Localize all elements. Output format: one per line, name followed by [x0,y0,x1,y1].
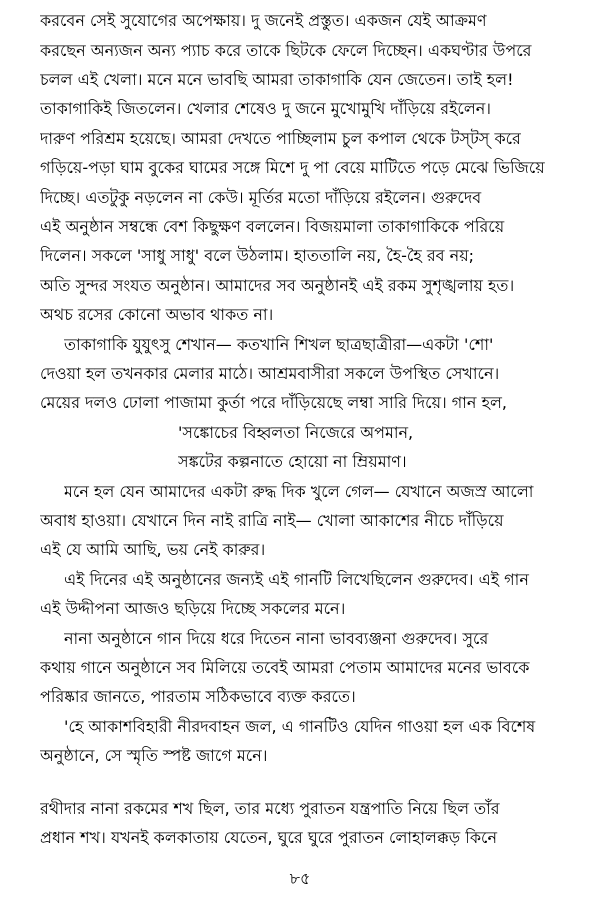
text-line: মেয়ের দলও ঢোলা পাজামা কুর্তা পরে দাঁড়িয়েছে লম্বা সারি দিয়ে। গান হল, [40,393,507,412]
text-line: গড়িয়ে-পড়া ঘাম বুকের ঘামের সঙ্গে মিশে দু পা বেয়ে মাটিতে পড়ে মেঝে ভিজিয়ে [40,158,545,177]
text-line: দেওয়া হল তখনকার মেলার মাঠে। আশ্রমবাসীরা সকলে উপস্থিত সেখানে। [40,364,500,383]
text-line: দারুণ পরিশ্রম হয়েছে। আমরা দেখতে পাচ্ছিলাম চুল কপাল থেকে টস্‌টস্‌ করে [40,129,521,148]
text-line: এই উদ্দীপনা আজও ছড়িয়ে দিচ্ছে সকলের মনে। [40,599,346,618]
page-number: ৮৫ [289,869,311,888]
text-line: তাকাগাকি যুযুৎসু শেখান— কতখানি শিখল ছাত্রছাত্রীরা—একটা 'শো' [64,335,494,354]
text-line: নানা অনুষ্ঠানে গান দিয়ে ধরে দিতেন নানা ভাবব্যঞ্জনা গুরুদেব। সুরে [64,629,489,648]
text-line: চলল এই খেলা। মনে মনে ভাবছি আমরা তাকাগাকি যেন জেতেন। তাই হল! [40,70,514,89]
text-line: এই যে আমি আছি, ভয় নেই কারুর। [40,540,266,559]
text-line: করবেন সেই সুযোগের অপেক্ষায়। দু জনেই প্রস্তুত। একজন যেই আক্রমণ [40,11,487,30]
text-line: কথায় গানে অনুষ্ঠানে সব মিলিয়ে তবেই আমরা পেতাম আমাদের মনের ভাবকে [40,658,530,677]
text-line: দিচ্ছে। এতটুকু নড়লেন না কেউ। মূর্তির মতো দাঁড়িয়ে রইলেন। গুরুদেব [40,188,482,207]
text-line: 'হে আকাশবিহারী নীরদবাহন জল, এ গানটিও যেদিন গাওয়া হল এক বিশেষ [64,717,536,736]
text-line: পরিষ্কার জানতে, পারতাম সঠিকভাবে ব্যক্ত করতে। [40,687,356,706]
text-line: প্রধান শখ। যখনই কলকাতায় যেতেন, ঘুরে ঘুরে পুরাতন লোহালক্কড় কিনে [40,828,498,847]
text-line: মনে হল যেন আমাদের একটা রুদ্ধ দিক খুলে গেল— যেখানে অজস্র আলো [64,482,534,501]
verse-line: 'সঙ্কোচের বিহ্বলতা নিজেরে অপমান, [178,423,414,442]
text-line: অবাধ হাওয়া। যেখানে দিন নাই রাত্রি নাই— খোলা আকাশের নীচে দাঁড়িয়ে [40,511,504,530]
text-line: দিলেন। সকলে 'সাধু সাধু' বলে উঠলাম। হাততালি নয়, হৈ-হৈ রব নয়; [40,246,475,265]
verse-line: সঙ্কটের কল্পনাতে হোয়ো না ম্রিয়মাণ। [178,452,407,471]
text-line: এই অনুষ্ঠান সম্বন্ধে বেশ কিছুক্ষণ বললেন। বিজয়মালা তাকাগাকিকে পরিয়ে [40,217,505,236]
text-line: অনুষ্ঠানে, সে স্মৃতি স্পষ্ট জাগে মনে। [40,746,268,765]
text-line: তাকাগাকিই জিতলেন। খেলার শেষেও দু জনে মুখোমুখি দাঁড়িয়ে রইলেন। [40,99,492,118]
text-line: এই দিনের এই অনুষ্ঠানের জন্যই এই গানটি লিখেছিলেন গুরুদেব। এই গান [64,570,529,589]
text-line: করছেন অন্যজন অন্য প্যাচ করে তাকে ছিটকে ফেলে দিচ্ছেন। একঘণ্টার উপরে [40,41,532,60]
text-line: রথীদার নানা রকমের শখ ছিল, তার মধ্যে পুরাতন যন্ত্রপাতি নিয়ে ছিল তাঁর [40,799,500,818]
text-line: অতি সুন্দর সংযত অনুষ্ঠান। আমাদের সব অনুষ্ঠানই এই রকম সুশৃঙ্খলায় হত। [40,276,515,295]
text-line: অথচ রসের কোনো অভাব থাকত না। [40,305,274,324]
